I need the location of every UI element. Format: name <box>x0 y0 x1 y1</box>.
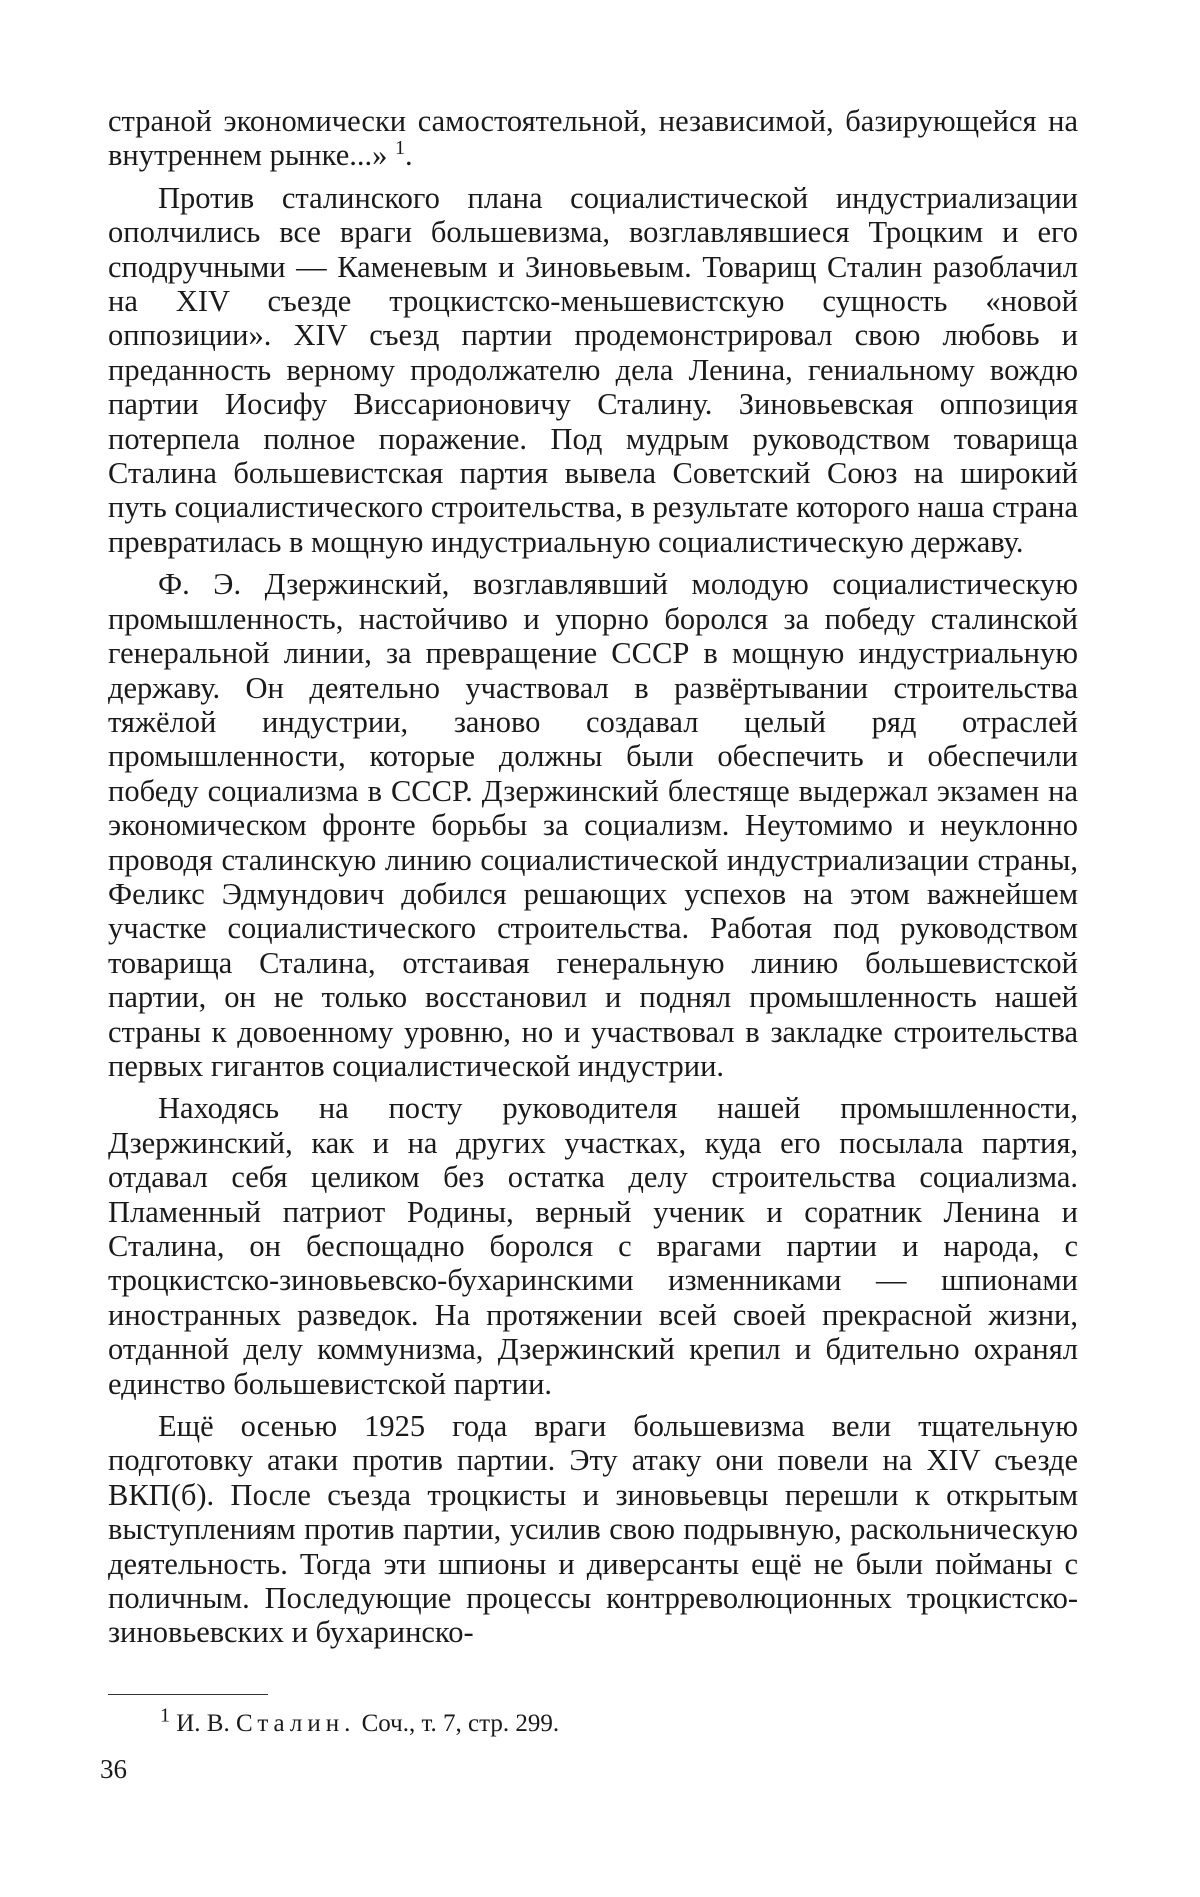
footnote-author: Сталин. <box>235 1710 356 1737</box>
footnote-source: Соч., т. 7, стр. 299. <box>361 1710 560 1737</box>
footnote-divider <box>108 1694 268 1695</box>
paragraph-2: Против сталинского плана социалистической индустриализации ополчились все враги большевизма, возглавлявшиеся Троцким и его сподручными — Каменевым и Зиновьевым. Товарищ Сталин разоблачил на XIV съезде троцкистско-меньшевистскую сущность «новой оппозиции». XIV съезд партии продемонстрировал свою любовь и преданность верному продолжателю дела Ленина, гениальному вождю партии Иосифу Виссарионовичу Сталину. Зиновьевская оппозиция потерпела полное поражение. Под мудрым руководством товарища Сталина большевистская партия вывела Советский Союз на широкий путь социалистического строительства, в результате которого наша страна превратилась в мощную индустриальную социалистическую державу. <box>108 180 1078 559</box>
paragraph-1-tail: . <box>404 138 413 173</box>
paragraph-1 <box>108 104 1078 173</box>
paragraph-1-text: страной экономически самостоятельной, независимой, базирующейся на внутреннем рынке...» <box>108 104 1078 173</box>
page-number: 36 <box>100 1754 127 1784</box>
footnote-marker: 1 <box>160 1704 170 1727</box>
paragraph-4: Находясь на посту руководителя нашей промышленности, Дзержинский, как и на других участках, куда его посылала партия, отдавал себя целиком без остатка делу строительства социализма. Пламенный патриот Родины, верный ученик и соратник Ленина и Сталина, он беспощадно боролся с врагами партии и народа, с троцкистско-зиновьевско-бухаринскими изменниками — шпионами иностранных разведок. На протяжении всей своей прекрасной жизни, отданной делу коммунизма, Дзержинский крепил и бдительно охранял единство большевистской партии. <box>108 1091 1078 1401</box>
footnote-reference[interactable]: 1 <box>394 137 405 160</box>
paragraph-5: Ещё осенью 1925 года враги большевизма вели тщательную подготовку атаки против партии. Эту атаку они повели на XIV съезде ВКП(б). После съезда троцкисты и зиновьевцы перешли к открытым выступлениям против партии, усилив свою подрывную, раскольническую деятельность. Тогда эти шпионы и диверсанты ещё не были пойманы с поличным. Последующие процессы контрреволюционных троцкистско-зиновьевских и бухаринско- <box>108 1409 1078 1650</box>
footnote-initials: И. В. <box>176 1710 230 1737</box>
paragraph-3: Ф. Э. Дзержинский, возглавлявший молодую социалистическую промышленность, настойчиво и упорно боролся за победу сталинской генеральной линии, за превращение СССР в мощную индустриальную державу. Он деятельно участвовал в развёртывании строительства тяжёлой индустрии, заново создавал целый ряд отраслей промышленности, которые должны были обеспечить и обеспечили победу социализма в СССР. Дзержинский блестяще выдержал экзамен на экономическом фронте борьбы за социализм. Неутомимо и неуклонно проводя сталинскую линию социалистической индустриализации страны, Феликс Эдмундович добился решающих успехов на этом важнейшем участке социалистического строительства. Работая под руководством товарища Сталина, отстаивая генеральную линию большевистской партии, он не только восстановил и поднял промышленность нашей страны к довоенному уровню, но и участвовал в закладке строительства первых гигантов социалистической индустрии. <box>108 567 1078 1083</box>
footnote <box>160 1704 560 1739</box>
page-body <box>108 104 1078 1650</box>
